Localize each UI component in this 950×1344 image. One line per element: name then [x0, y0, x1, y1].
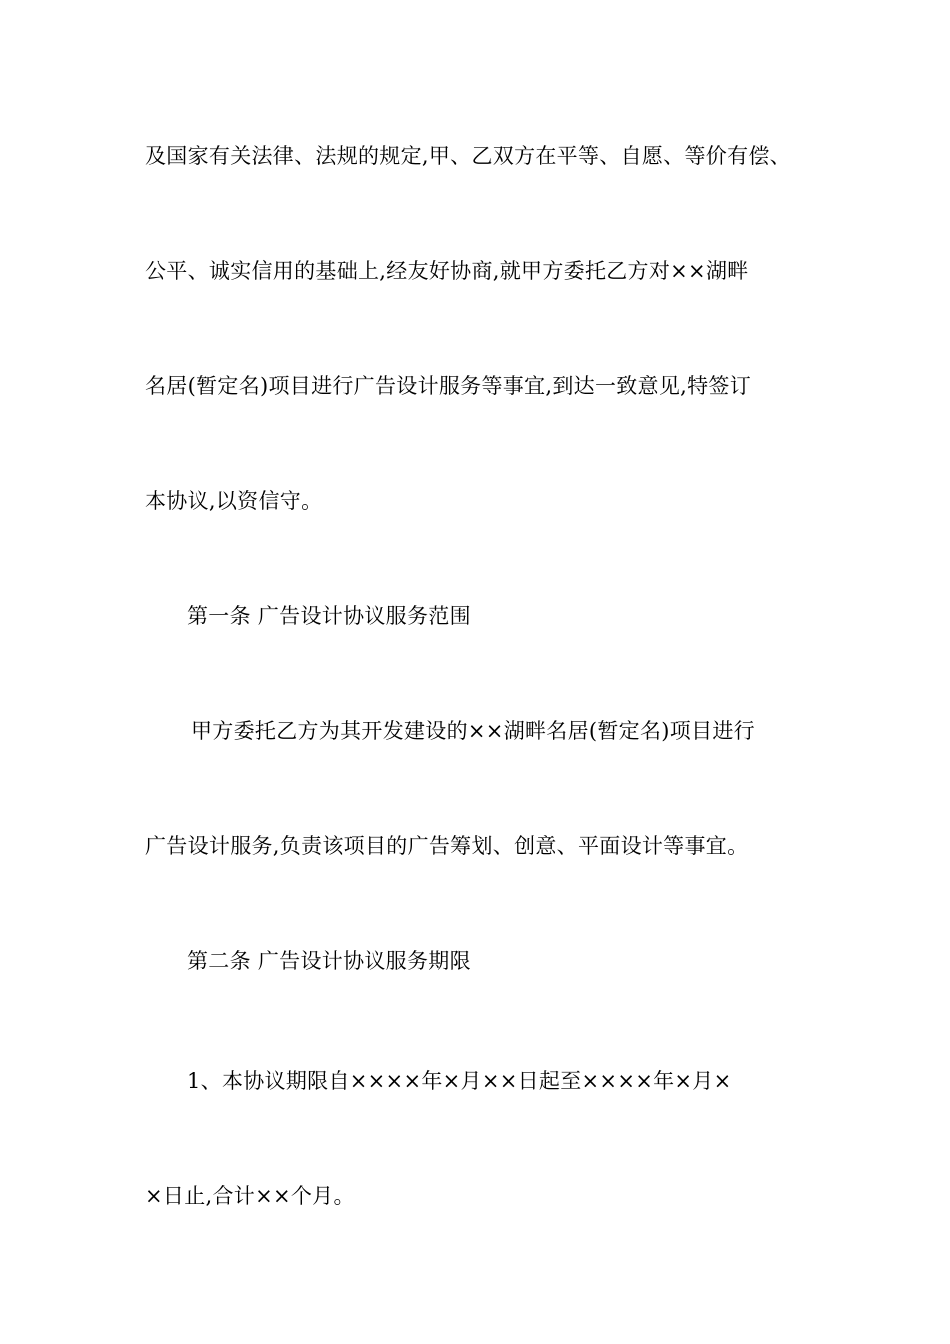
paragraph-line: ×日止,合计××个月。 [145, 1184, 355, 1208]
paragraph-line: 公平、诚实信用的基础上,经友好协商,就甲方委托乙方对××湖畔 [145, 259, 749, 283]
section-heading-2: 第二条 广告设计协议服务期限 [187, 949, 471, 973]
paragraph-line: 1、本协议期限自××××年×月××日起至××××年×月× [187, 1069, 732, 1093]
paragraph-line: 及国家有关法律、法规的规定,甲、乙双方在平等、自愿、等价有偿、 [145, 144, 791, 168]
paragraph-line: 甲方委托乙方为其开发建设的××湖畔名居(暂定名)项目进行 [191, 719, 755, 743]
section-heading-1: 第一条 广告设计协议服务范围 [187, 604, 471, 628]
paragraph-line: 广告设计服务,负责该项目的广告筹划、创意、平面设计等事宜。 [145, 834, 749, 858]
paragraph-line: 名居(暂定名)项目进行广告设计服务等事宜,到达一致意见,特签订 [145, 374, 752, 398]
paragraph-line: 本协议,以资信守。 [145, 489, 323, 513]
